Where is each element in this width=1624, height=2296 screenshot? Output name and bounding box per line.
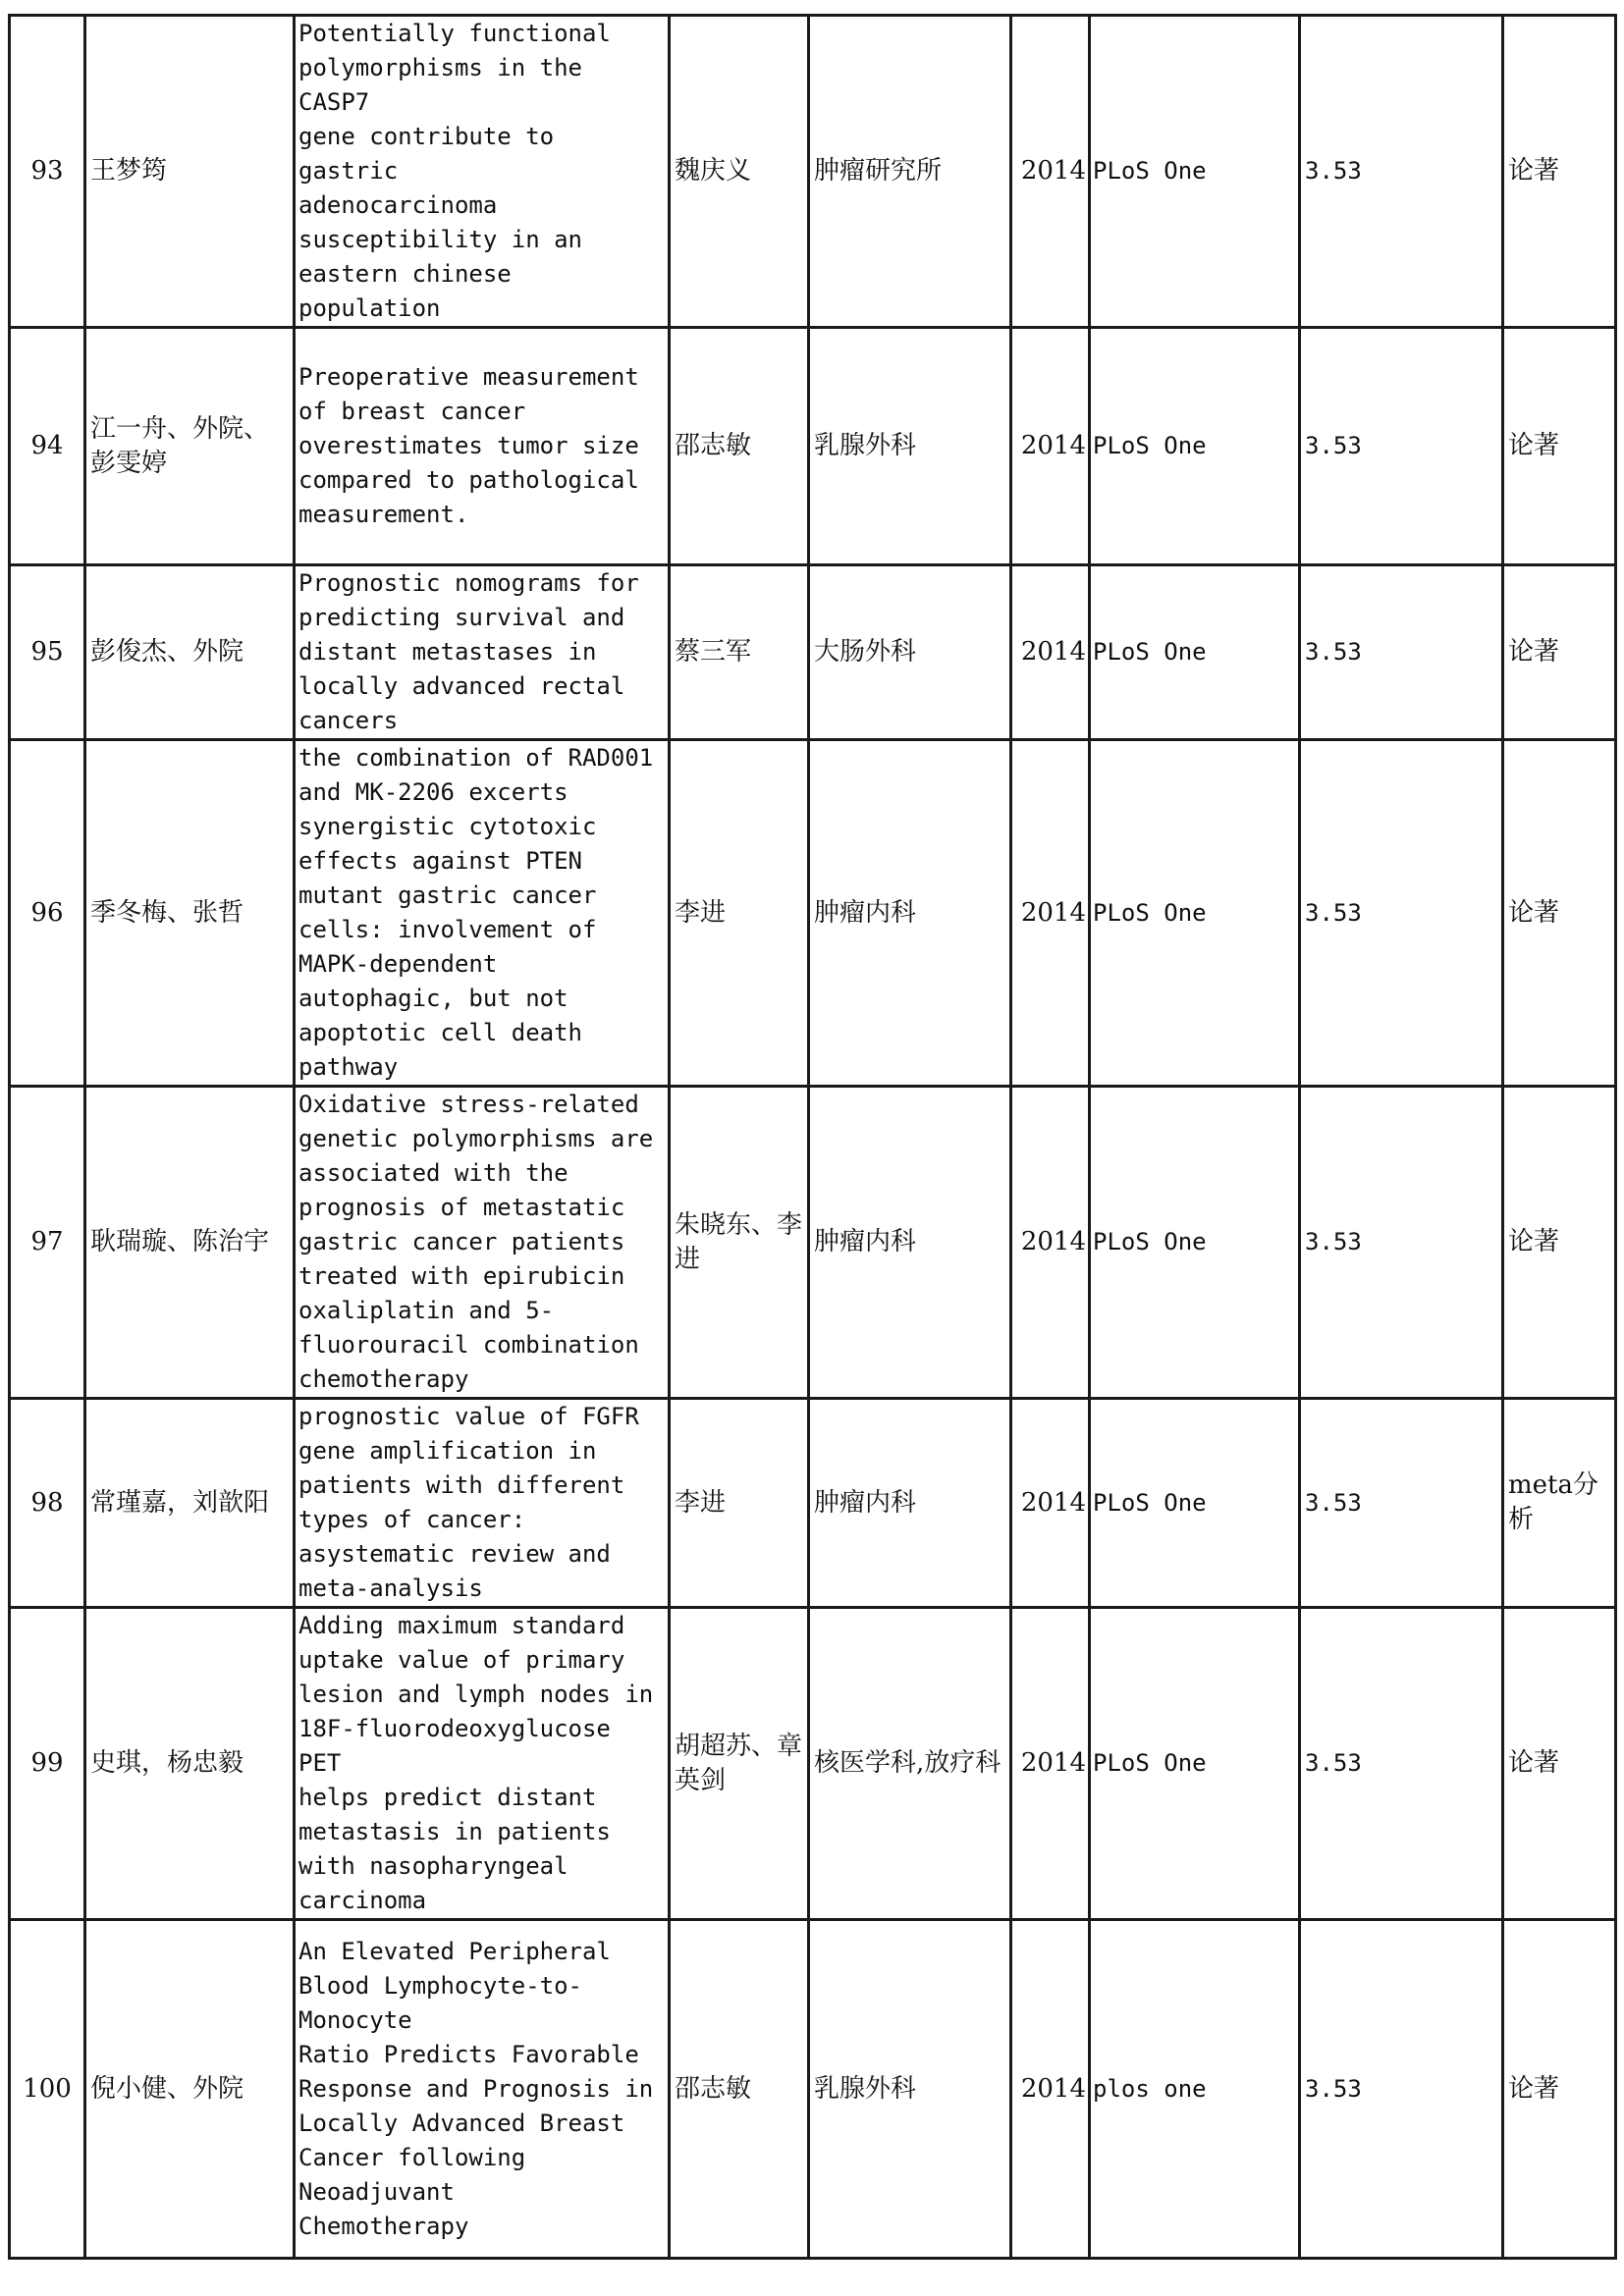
impact-factor-cell: 3.53	[1300, 16, 1503, 328]
impact-factor-cell: 3.53	[1300, 565, 1503, 740]
year-cell: 2014	[1011, 1920, 1090, 2259]
paper-title-cell: Potentially functional polymorphisms in the CASP7 gene contribute to gastric adenocarcinoma susceptibility in an eastern chinese population	[295, 16, 670, 328]
paper-title-cell: An Elevated Peripheral Blood Lymphocyte-to- Monocyte Ratio Predicts Favorable Response and Prognosis in Locally Advanced Breast Cancer following Neoadjuvant Chemotherapy	[295, 1920, 670, 2259]
impact-factor-cell: 3.53	[1300, 740, 1503, 1087]
article-type-cell: meta分析	[1503, 1399, 1616, 1608]
publication-table	[8, 14, 1617, 2260]
impact-factor-cell: 3.53	[1300, 1087, 1503, 1399]
corresponding-author-cell: 魏庆义	[670, 16, 809, 328]
article-type-cell: 论著	[1503, 1608, 1616, 1920]
department-cell: 肿瘤内科	[809, 1399, 1011, 1608]
paper-title-cell: Preoperative measurement of breast cancer overestimates tumor size compared to pathological measurement.	[295, 328, 670, 565]
table-row	[10, 565, 1616, 740]
corresponding-author-cell: 蔡三军	[670, 565, 809, 740]
paper-title-cell: Oxidative stress-related genetic polymorphisms are associated with the prognosis of metastatic gastric cancer patients treated with epirubicin oxaliplatin and 5- fluorouracil combination chemotherapy	[295, 1087, 670, 1399]
authors-cell: 史琪，杨忠毅	[85, 1608, 295, 1920]
row-number: 96	[10, 740, 85, 1087]
journal-cell: PLoS One	[1090, 740, 1300, 1087]
year-cell: 2014	[1011, 1608, 1090, 1920]
article-type-cell: 论著	[1503, 565, 1616, 740]
paper-title-cell: Prognostic nomograms for predicting survival and distant metastases in locally advanced rectal cancers	[295, 565, 670, 740]
authors-cell: 倪小健、外院	[85, 1920, 295, 2259]
journal-cell: PLoS One	[1090, 565, 1300, 740]
paper-title-cell: prognostic value of FGFR gene amplification in patients with different types of cancer: asystematic review and meta-analysis	[295, 1399, 670, 1608]
table-row	[10, 328, 1616, 565]
department-cell: 乳腺外科	[809, 1920, 1011, 2259]
table-row	[10, 1087, 1616, 1399]
year-cell: 2014	[1011, 1087, 1090, 1399]
row-number: 99	[10, 1608, 85, 1920]
impact-factor-cell: 3.53	[1300, 1920, 1503, 2259]
table-body	[10, 16, 1616, 2259]
authors-cell: 季冬梅、张哲	[85, 740, 295, 1087]
table-row	[10, 1399, 1616, 1608]
row-number: 95	[10, 565, 85, 740]
authors-cell: 彭俊杰、外院	[85, 565, 295, 740]
year-cell: 2014	[1011, 16, 1090, 328]
journal-cell: PLoS One	[1090, 328, 1300, 565]
department-cell: 大肠外科	[809, 565, 1011, 740]
corresponding-author-cell: 邵志敏	[670, 328, 809, 565]
department-cell: 肿瘤内科	[809, 1087, 1011, 1399]
authors-cell: 耿瑞璇、陈治宇	[85, 1087, 295, 1399]
year-cell: 2014	[1011, 565, 1090, 740]
journal-cell: plos one	[1090, 1920, 1300, 2259]
table-row	[10, 1920, 1616, 2259]
row-number: 98	[10, 1399, 85, 1608]
table-row	[10, 740, 1616, 1087]
impact-factor-cell: 3.53	[1300, 328, 1503, 565]
authors-cell: 王梦筠	[85, 16, 295, 328]
journal-cell: PLoS One	[1090, 1399, 1300, 1608]
article-type-cell: 论著	[1503, 740, 1616, 1087]
corresponding-author-cell: 胡超苏、章英剑	[670, 1608, 809, 1920]
department-cell: 肿瘤内科	[809, 740, 1011, 1087]
table-row	[10, 16, 1616, 328]
year-cell: 2014	[1011, 328, 1090, 565]
article-type-cell: 论著	[1503, 1087, 1616, 1399]
corresponding-author-cell: 朱晓东、李进	[670, 1087, 809, 1399]
row-number: 100	[10, 1920, 85, 2259]
journal-cell: PLoS One	[1090, 16, 1300, 328]
authors-cell: 江一舟、外院、彭雯婷	[85, 328, 295, 565]
department-cell: 肿瘤研究所	[809, 16, 1011, 328]
department-cell: 核医学科,放疗科	[809, 1608, 1011, 1920]
impact-factor-cell: 3.53	[1300, 1399, 1503, 1608]
journal-cell: PLoS One	[1090, 1608, 1300, 1920]
corresponding-author-cell: 邵志敏	[670, 1920, 809, 2259]
corresponding-author-cell: 李进	[670, 740, 809, 1087]
journal-cell: PLoS One	[1090, 1087, 1300, 1399]
paper-title-cell: Adding maximum standard uptake value of primary lesion and lymph nodes in 18F-fluorodeoxyglucose PET helps predict distant metastasis in patients with nasopharyngeal carcinoma	[295, 1608, 670, 1920]
paper-title-cell: the combination of RAD001 and MK-2206 excerts synergistic cytotoxic effects against PTEN mutant gastric cancer cells: involvement of MAPK-dependent autophagic, but not apoptotic cell death pathway	[295, 740, 670, 1087]
year-cell: 2014	[1011, 1399, 1090, 1608]
row-number: 93	[10, 16, 85, 328]
article-type-cell: 论著	[1503, 16, 1616, 328]
row-number: 97	[10, 1087, 85, 1399]
table-row	[10, 1608, 1616, 1920]
corresponding-author-cell: 李进	[670, 1399, 809, 1608]
year-cell: 2014	[1011, 740, 1090, 1087]
authors-cell: 常瑾嘉，刘歆阳	[85, 1399, 295, 1608]
impact-factor-cell: 3.53	[1300, 1608, 1503, 1920]
row-number: 94	[10, 328, 85, 565]
department-cell: 乳腺外科	[809, 328, 1011, 565]
article-type-cell: 论著	[1503, 1920, 1616, 2259]
article-type-cell: 论著	[1503, 328, 1616, 565]
